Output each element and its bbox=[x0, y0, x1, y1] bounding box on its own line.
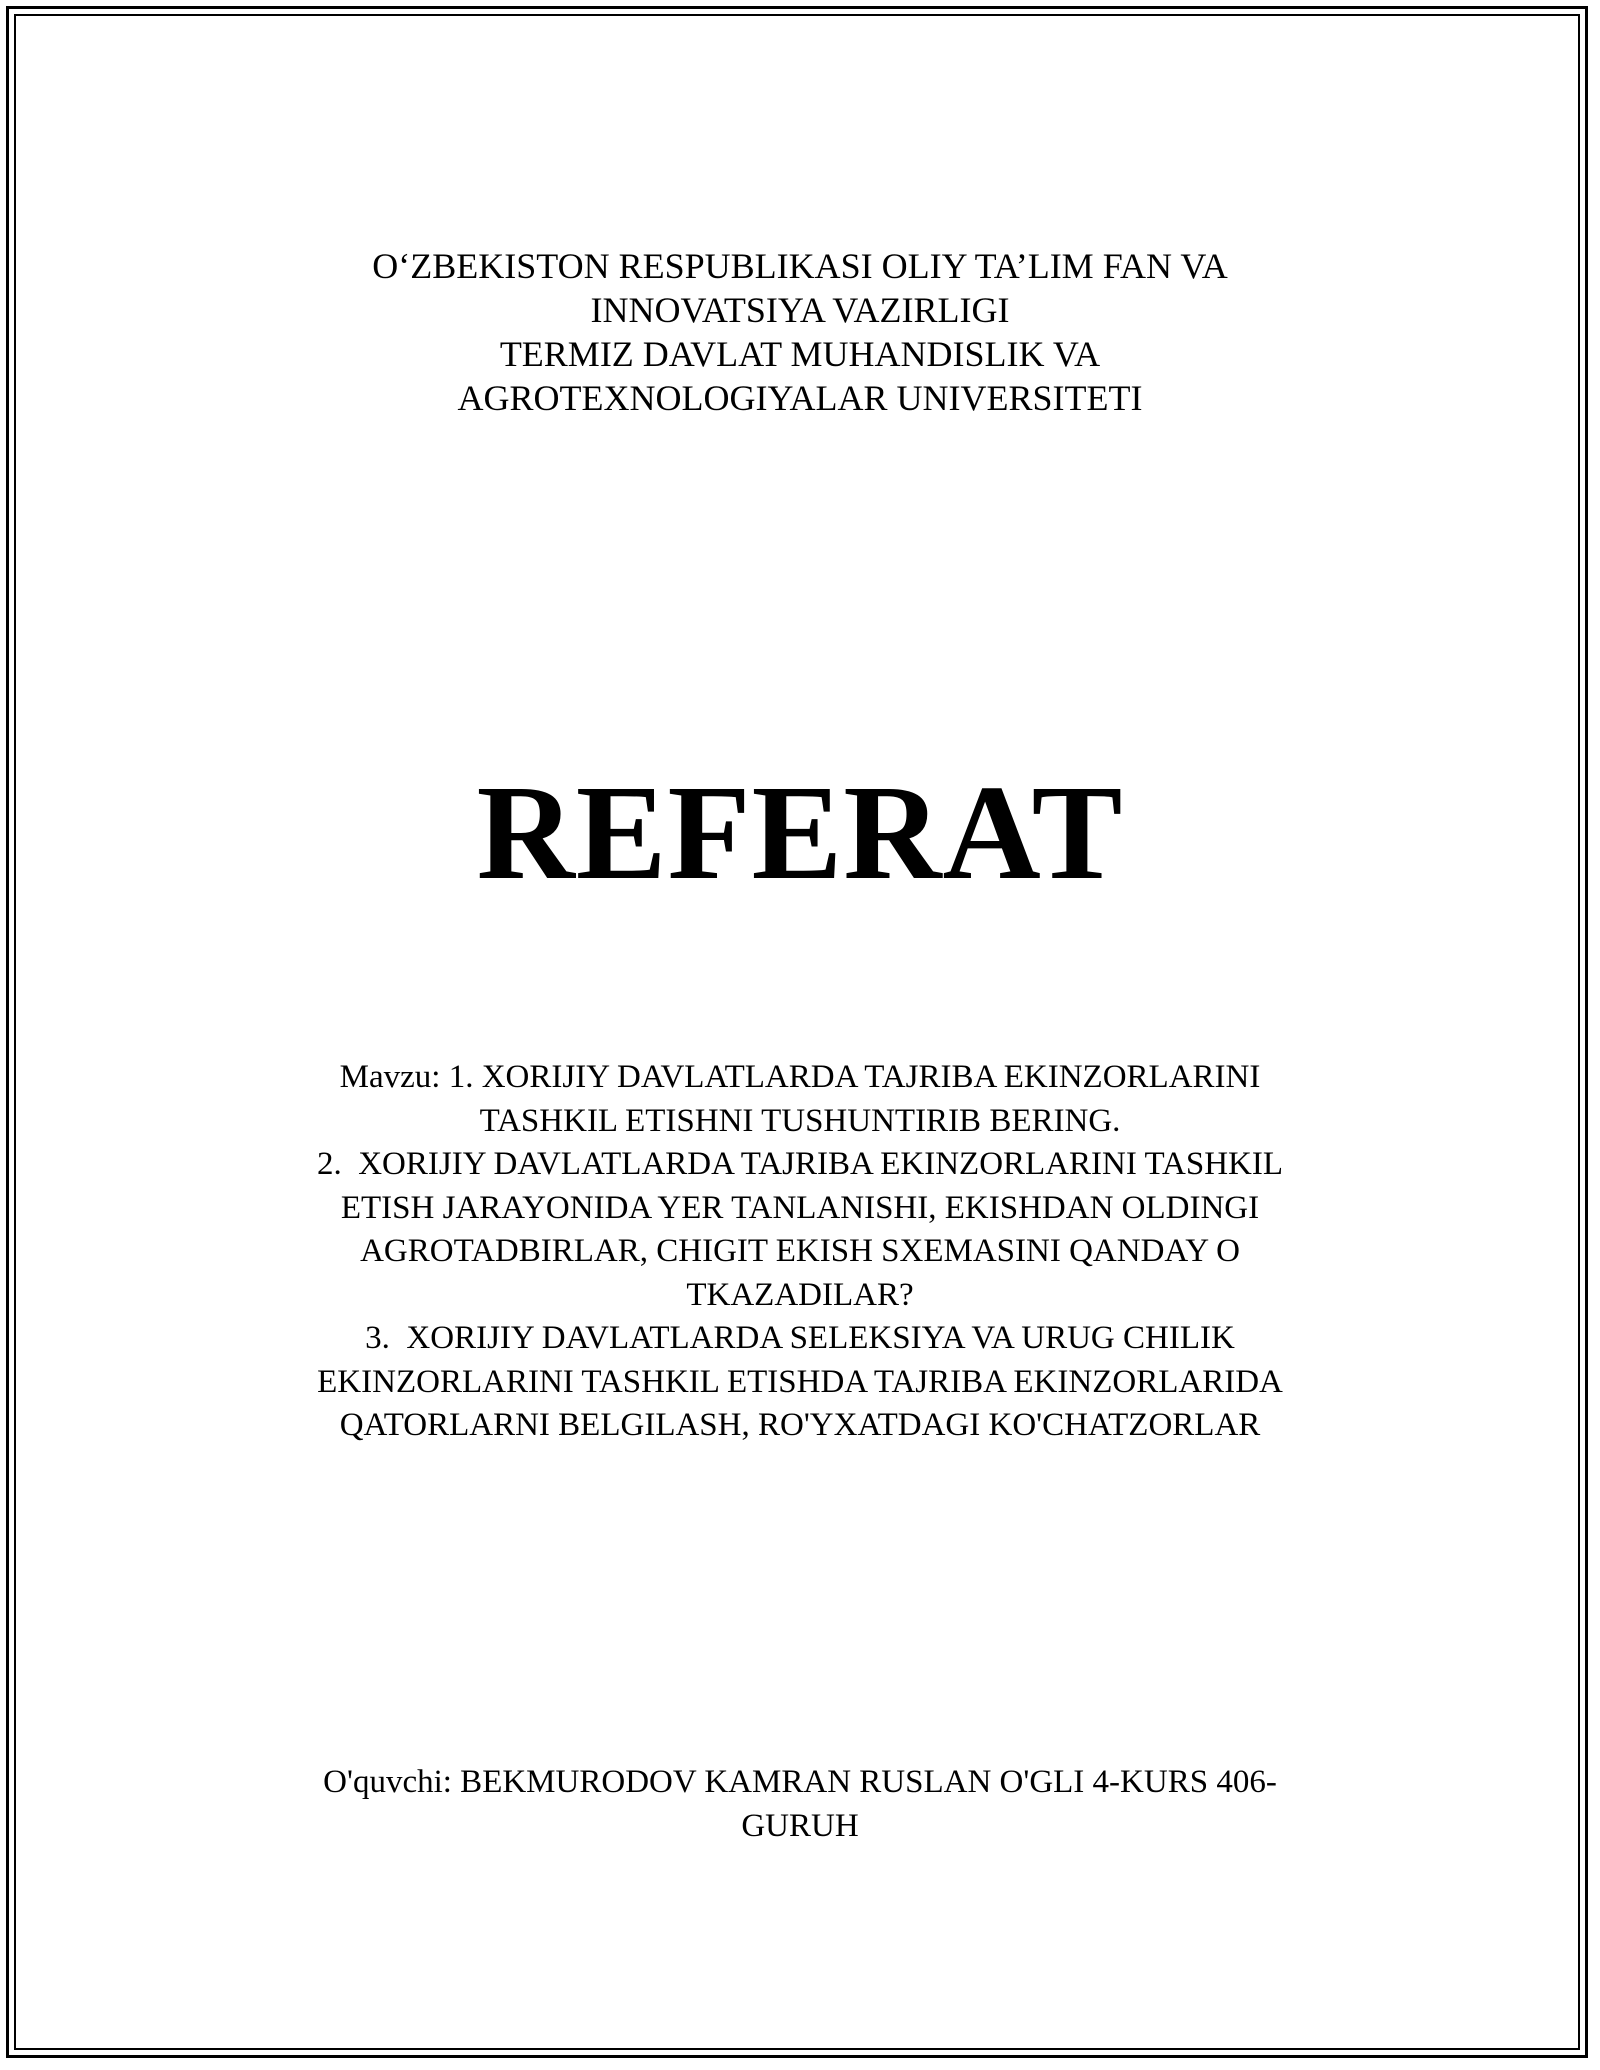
header-line: AGROTEXNOLOGIYALAR UNIVERSITETI bbox=[457, 378, 1143, 418]
student-info bbox=[0, 1760, 1600, 1848]
header-line: INNOVATSIYA VAZIRLIGI bbox=[590, 290, 1010, 330]
topic-line: AGROTADBIRLAR, CHIGIT EKISH SXEMASINI QANDAY O bbox=[360, 1233, 1240, 1269]
header-line: TERMIZ DAVLAT MUHANDISLIK VA bbox=[499, 334, 1101, 374]
ministry-university-header bbox=[0, 244, 1600, 420]
topic-line: Mavzu: 1. XORIJIY DAVLATLARDA TAJRIBA EKINZORLARINI bbox=[339, 1059, 1261, 1095]
student-line: GURUH bbox=[741, 1808, 859, 1844]
topic-line: 3. XORIJIY DAVLATLARDA SELEKSIYA VA URUG CHILIK bbox=[365, 1320, 1235, 1356]
header-line: O‘ZBEKISTON RESPUBLIKASI OLIY TA’LIM FAN VA bbox=[372, 246, 1228, 286]
topic-line: EKINZORLARINI TASHKIL ETISHDA TAJRIBA EKINZORLARIDA bbox=[317, 1363, 1283, 1400]
student-line: O'quvchi: BEKMURODOV KAMRAN RUSLAN O'GLI 4-KURS 406- bbox=[323, 1764, 1277, 1800]
topic-line: 2. XORIJIY DAVLATLARDA TAJRIBA EKINZORLARINI TASHKIL bbox=[316, 1146, 1284, 1182]
topic-line: ETISH JARAYONIDA YER TANLANISHI, EKISHDAN OLDINGI bbox=[340, 1189, 1260, 1226]
topic-line: TASHKIL ETISHNI TUSHUNTIRIB BERING. bbox=[479, 1102, 1121, 1139]
topic-line: TKAZADILAR? bbox=[686, 1276, 914, 1313]
topic-line: QATORLARNI BELGILASH, RO'YXATDAGI KO'CHATZORLAR bbox=[339, 1407, 1261, 1443]
topic-section bbox=[0, 1056, 1600, 1448]
document-title: REFERAT bbox=[476, 758, 1124, 908]
